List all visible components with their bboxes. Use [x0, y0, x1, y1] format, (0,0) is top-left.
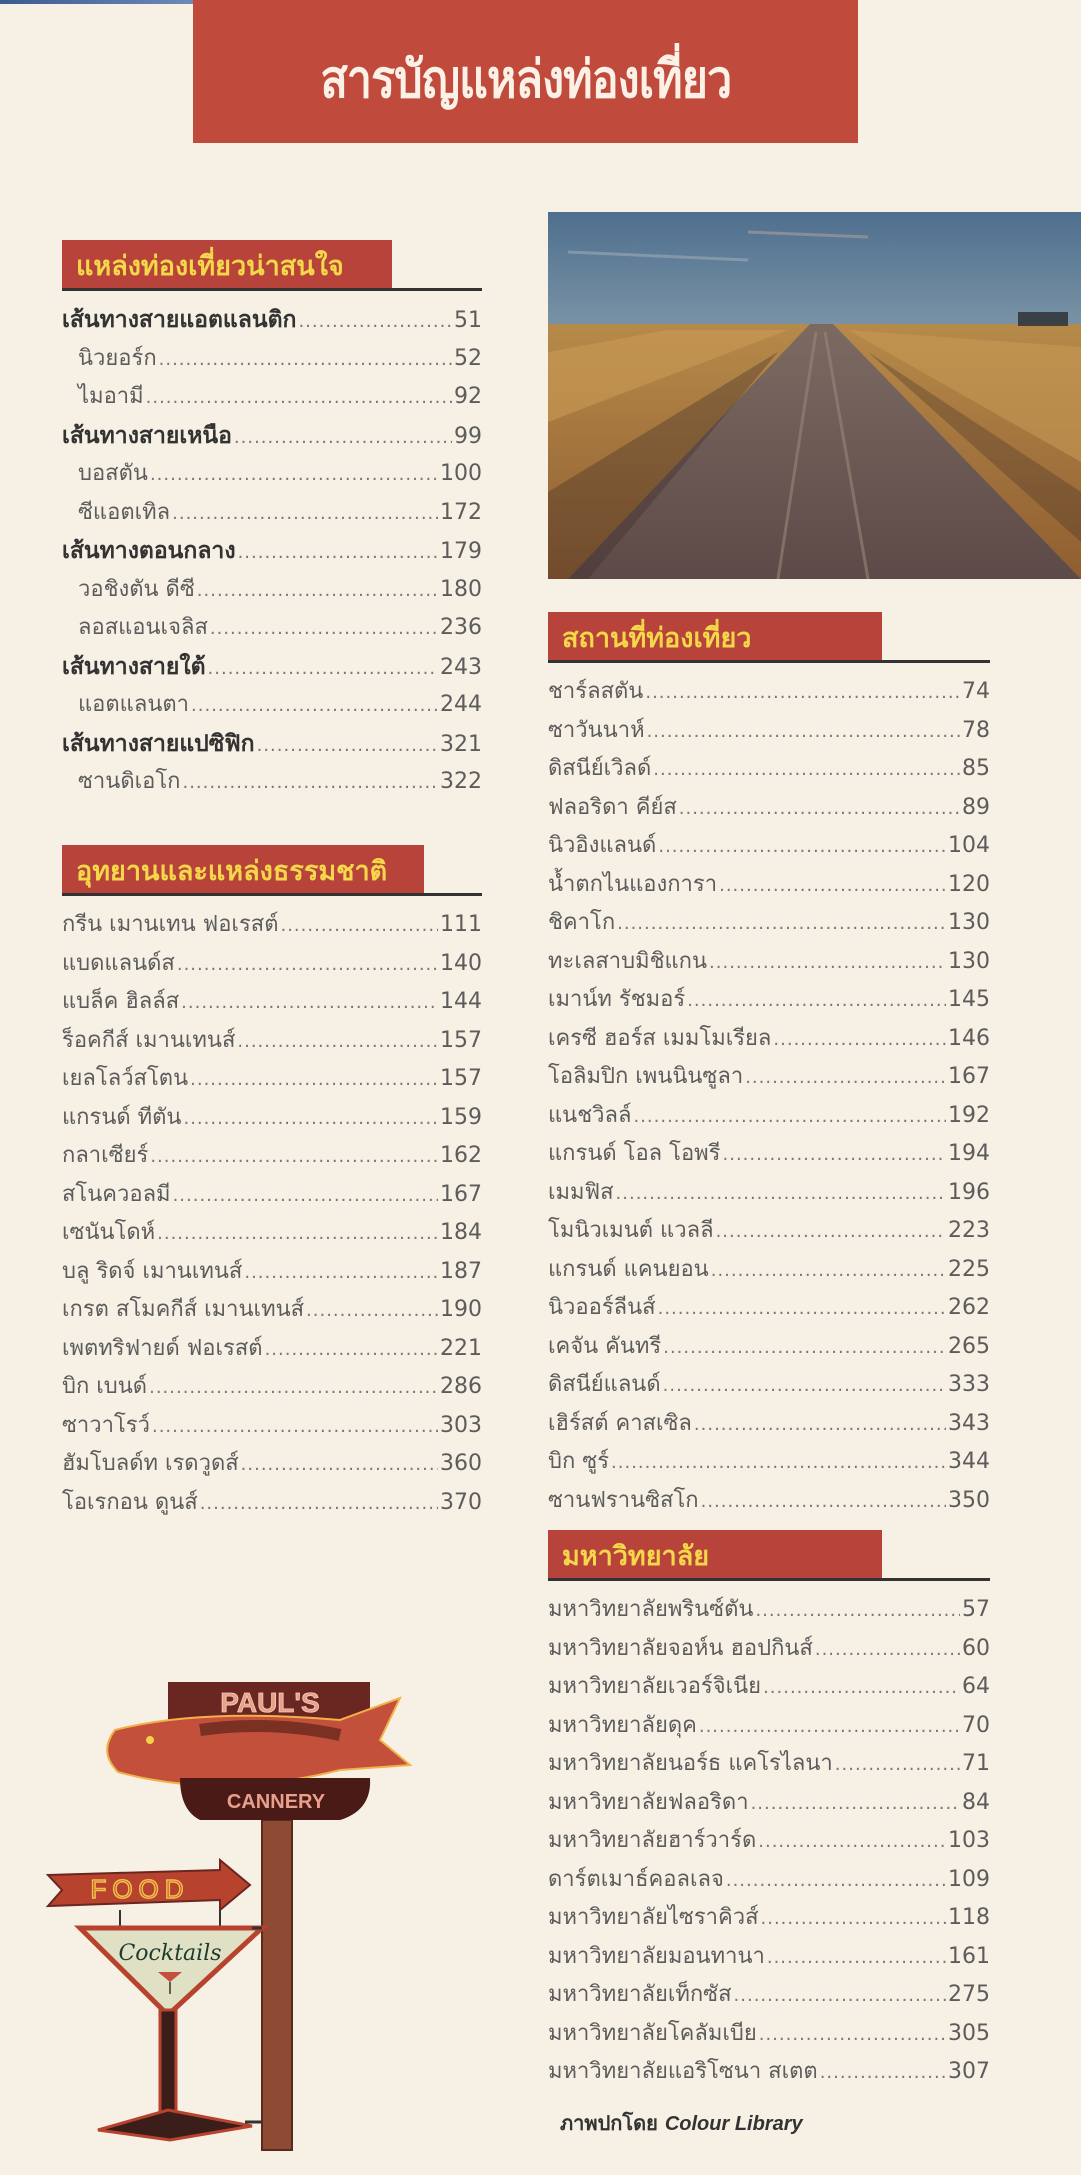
dot-leader [237, 1023, 438, 1062]
dot-leader [159, 341, 452, 380]
dot-leader [182, 764, 438, 803]
toc-entry-name: เซนันโดห์ [62, 1220, 156, 1245]
toc-entry-page: 92 [454, 384, 482, 409]
toc-entry[interactable] [548, 1591, 990, 1630]
neon-text-cannery: CANNERY [226, 1791, 326, 1813]
toc-entry[interactable] [62, 1137, 482, 1176]
section-header-box [62, 845, 424, 895]
toc-entry-name: นิวออร์ลีนส์ [548, 1295, 656, 1320]
toc-entry-name: ร็อคกีส์ เมานเทนส์ [62, 1027, 236, 1053]
toc-list [62, 897, 482, 1522]
toc-entry[interactable] [548, 1482, 990, 1521]
toc-entry-page: 360 [440, 1451, 482, 1476]
toc-entry-name: เคจัน คันทรี [548, 1333, 662, 1359]
credit-source: Colour Library [664, 2113, 803, 2135]
toc-entry-page: 71 [962, 1751, 990, 1776]
toc-entry[interactable] [548, 1861, 990, 1900]
toc-entry-page: 225 [948, 1256, 990, 1282]
toc-entry-name: มหาวิทยาลัยแอริโซนา สเตต [548, 2059, 818, 2084]
toc-entry[interactable] [62, 378, 482, 417]
dot-leader [152, 1408, 438, 1447]
dot-leader [257, 727, 438, 766]
dot-leader [611, 1444, 946, 1483]
toc-entry[interactable] [548, 1668, 990, 1707]
dot-leader [761, 1900, 947, 1939]
toc-entry[interactable] [548, 1289, 990, 1328]
toc-entry[interactable] [548, 1405, 990, 1444]
toc-entry-page: 343 [948, 1410, 990, 1436]
toc-entry-page: 221 [440, 1335, 482, 1361]
section-header [62, 845, 482, 897]
toc-entry-name: มหาวิทยาลัยมอนทานา [548, 1943, 765, 1969]
toc-entry-name: ซานฟรานซิสโก [548, 1487, 699, 1513]
dot-leader [210, 610, 438, 649]
section-header [62, 240, 482, 292]
toc-entry[interactable] [548, 1097, 990, 1136]
toc-entry[interactable] [62, 1291, 482, 1330]
toc-entry-name: นิวอิงแลนด์ [548, 833, 657, 858]
toc-entry-page: 159 [440, 1104, 482, 1130]
road-photo [548, 212, 1081, 579]
dot-leader [694, 1406, 946, 1445]
dot-leader [679, 790, 960, 829]
dot-leader [699, 1708, 960, 1747]
toc-entry[interactable] [62, 417, 482, 456]
toc-entry-page: 344 [948, 1449, 990, 1474]
toc-entry[interactable] [62, 494, 482, 533]
toc-entry-name: เส้นทางสายแปซิฟิก [62, 730, 255, 757]
toc-entry-page: 262 [948, 1295, 990, 1320]
toc-list [548, 1582, 990, 2092]
dot-leader [177, 946, 438, 985]
toc-entry-name: แนชวิลล์ [548, 1102, 632, 1128]
toc-entry-page: 244 [440, 692, 482, 717]
dot-leader [709, 944, 946, 983]
neon-text-cocktails: Cocktails [118, 1941, 222, 1966]
dot-leader [234, 419, 452, 458]
toc-entry-name: ซีแอตเทิล [78, 499, 171, 525]
toc-entry-page: 51 [454, 308, 482, 333]
toc-entry[interactable] [62, 301, 482, 340]
title-banner [193, 0, 858, 143]
toc-entry-name: มหาวิทยาลัยฟลอริดา [548, 1789, 749, 1815]
toc-entry[interactable] [548, 1212, 990, 1251]
toc-entry-name: ดาร์ตเมาธ์คอลเลจ [548, 1866, 724, 1892]
toc-entry-page: 190 [440, 1297, 482, 1322]
dot-leader [663, 1329, 946, 1368]
toc-entry[interactable] [62, 1060, 482, 1099]
toc-entry-page: 70 [962, 1712, 990, 1738]
neon-sign-illustration [40, 1660, 460, 2160]
dot-leader [150, 1138, 438, 1177]
section-universities [548, 1530, 990, 2092]
toc-entry-page: 167 [948, 1064, 990, 1089]
road-photo-image [548, 212, 1081, 579]
dot-leader [183, 1100, 438, 1139]
toc-entry-page: 307 [948, 2059, 990, 2084]
dot-leader [633, 1098, 946, 1137]
toc-entry[interactable] [548, 789, 990, 828]
cover-photo-credit [560, 2107, 803, 2139]
toc-entry[interactable] [548, 712, 990, 751]
toc-entry[interactable] [62, 1253, 482, 1292]
toc-entry-name: เส้นทางตอนกลาง [62, 538, 236, 564]
toc-entry-page: 145 [948, 987, 990, 1012]
toc-entry[interactable] [548, 1707, 990, 1746]
section-interesting [62, 240, 482, 802]
toc-entry-name: บอสตัน [78, 461, 148, 486]
section-header-box [548, 1530, 882, 1580]
toc-entry[interactable] [62, 1099, 482, 1138]
toc-entry-name: วอชิงตัน ดีซี [78, 576, 195, 602]
toc-entry-name: ชาร์ลสตัน [548, 679, 644, 704]
toc-entry[interactable] [62, 532, 482, 571]
section-header-box [548, 612, 882, 662]
toc-entry-name: บลู ริดจ์ เมานเทนส์ [62, 1258, 243, 1284]
dot-leader [745, 1059, 946, 1098]
section-header [548, 1530, 990, 1582]
toc-entry-name: มหาวิทยาลัยไซราคิวส์ [548, 1905, 759, 1930]
toc-entry[interactable] [62, 983, 482, 1022]
toc-entry-page: 100 [440, 461, 482, 486]
toc-entry-page: 194 [948, 1141, 990, 1166]
toc-entry-name: นิวยอร์ก [78, 345, 157, 371]
toc-entry-name: มหาวิทยาลัยพรินซ์ตัน [548, 1597, 754, 1622]
dot-leader [723, 1136, 947, 1175]
toc-entry-page: 305 [948, 2020, 990, 2046]
toc-entry-page: 157 [440, 1027, 482, 1053]
toc-entry-page: 236 [440, 615, 482, 640]
neon-text-food: FOOD [90, 1874, 190, 1904]
dot-leader [149, 1369, 438, 1408]
section-rule [62, 288, 482, 291]
toc-entry-page: 103 [948, 1828, 990, 1853]
toc-entry-name: เมมฟิส [548, 1179, 614, 1205]
toc-list [548, 664, 990, 1520]
toc-entry-page: 243 [440, 654, 482, 680]
toc-entry[interactable] [62, 455, 482, 494]
toc-entry[interactable] [548, 1251, 990, 1290]
toc-entry-page: 184 [440, 1220, 482, 1245]
toc-entry-page: 60 [962, 1635, 990, 1661]
page-title: สารบัญแหล่งท่องเที่ยว [320, 51, 731, 109]
toc-entry-name: แกรนด์ ทีตัน [62, 1104, 182, 1130]
toc-entry-page: 89 [962, 794, 990, 820]
toc-entry[interactable] [62, 1368, 482, 1407]
toc-entry-page: 99 [454, 423, 482, 449]
toc-entry-page: 104 [948, 833, 990, 858]
toc-entry-name: ซาวันนาห์ [548, 717, 645, 743]
toc-entry[interactable] [548, 1020, 990, 1059]
toc-entry[interactable] [548, 1938, 990, 1977]
toc-entry[interactable] [548, 673, 990, 712]
dot-leader [658, 828, 946, 867]
toc-entry-page: 74 [962, 679, 990, 704]
toc-entry-page: 146 [948, 1025, 990, 1051]
dot-leader [306, 1292, 438, 1331]
toc-entry-page: 286 [440, 1374, 482, 1399]
section-heading: สถานที่ท่องเที่ยว [562, 622, 752, 653]
toc-entry[interactable] [62, 945, 482, 984]
toc-entry-page: 187 [440, 1258, 482, 1284]
toc-entry-page: 130 [948, 910, 990, 935]
dot-leader [181, 984, 438, 1023]
toc-entry-name: โอลิมปิก เพนนินซูลา [548, 1064, 744, 1089]
toc-entry[interactable] [548, 827, 990, 866]
toc-entry-page: 111 [440, 912, 482, 937]
toc-entry[interactable] [62, 1445, 482, 1484]
toc-entry[interactable] [62, 1407, 482, 1446]
toc-entry-name: เกรต สโมคกีส์ เมานเทนส์ [62, 1297, 305, 1322]
toc-entry-name: มหาวิทยาลัยดุค [548, 1712, 697, 1738]
toc-entry-page: 84 [962, 1789, 990, 1815]
dot-leader [280, 907, 438, 946]
dot-leader [173, 1177, 438, 1216]
toc-entry-name: เส้นทางสายแอตแลนติก [62, 307, 297, 333]
section-parks [62, 845, 482, 1522]
dot-leader [617, 905, 946, 944]
dot-leader [265, 1331, 438, 1370]
toc-entry-page: 303 [440, 1412, 482, 1438]
toc-entry-name: มหาวิทยาลัยนอร์ธ แคโรไลนา [548, 1751, 833, 1776]
toc-entry-name: ลอสแอนเจลิส [78, 615, 208, 640]
toc-entry[interactable] [548, 1899, 990, 1938]
toc-entry[interactable] [62, 1330, 482, 1369]
toc-entry-page: 333 [948, 1372, 990, 1397]
toc-entry-name: เมาน์ท รัชมอร์ [548, 987, 686, 1012]
toc-entry-name: แบดแลนด์ส [62, 950, 175, 976]
toc-entry-page: 370 [440, 1489, 482, 1515]
dot-leader [238, 534, 438, 573]
toc-entry-page: 118 [948, 1905, 990, 1930]
dot-leader [157, 1215, 438, 1254]
toc-entry[interactable] [548, 2053, 990, 2092]
toc-entry-page: 162 [440, 1143, 482, 1168]
dot-leader [767, 1939, 946, 1978]
dot-leader [751, 1785, 960, 1824]
dot-leader [726, 1862, 946, 1901]
dot-leader [734, 1977, 946, 2016]
section-heading: แหล่งท่องเที่ยวน่าสนใจ [76, 250, 344, 281]
dot-leader [244, 1254, 438, 1293]
toc-entry-page: 179 [440, 539, 482, 564]
dot-leader [200, 1485, 438, 1524]
neon-text-pauls: PAUL'S [220, 1687, 320, 1718]
toc-entry[interactable] [62, 1214, 482, 1253]
section-heading: มหาวิทยาลัย [562, 1540, 710, 1571]
toc-entry-name: แกรนด์ แคนยอน [548, 1256, 709, 1282]
dot-leader [190, 1061, 438, 1100]
toc-entry[interactable] [548, 1630, 990, 1669]
toc-entry[interactable] [548, 904, 990, 943]
toc-entry-name: ฟลอริดา คีย์ส [548, 794, 677, 820]
toc-entry-page: 180 [440, 576, 482, 602]
toc-entry-page: 192 [948, 1102, 990, 1128]
dot-leader [719, 867, 946, 906]
toc-entry-name: มหาวิทยาลัยโคลัมเบีย [548, 2020, 757, 2046]
toc-entry-name: ดิสนีย์เวิลด์ [548, 756, 652, 781]
toc-entry-page: 85 [962, 756, 990, 781]
toc-entry[interactable] [548, 1443, 990, 1482]
toc-entry-name: แอตแลนตา [78, 692, 190, 717]
dot-leader [197, 572, 438, 611]
toc-entry-name: เพตทริฟายด์ ฟอเรสต์ [62, 1335, 263, 1361]
dot-leader [208, 650, 438, 689]
toc-entry-page: 161 [948, 1943, 990, 1969]
dot-leader [150, 456, 438, 495]
toc-entry-name: ฮัมโบลด์ท เรดวูดส์ [62, 1451, 239, 1476]
section-header [548, 612, 990, 664]
toc-entry[interactable] [548, 1174, 990, 1213]
toc-entry[interactable] [548, 1976, 990, 2015]
toc-entry[interactable] [62, 1484, 482, 1523]
toc-entry[interactable] [62, 648, 482, 687]
toc-entry[interactable] [62, 340, 482, 379]
toc-entry-page: 167 [440, 1181, 482, 1207]
toc-entry-name: เส้นทางสายเหนือ [62, 422, 232, 449]
dot-leader [687, 982, 946, 1021]
toc-entry-page: 275 [948, 1982, 990, 2007]
toc-entry-page: 172 [440, 499, 482, 525]
toc-entry[interactable] [62, 571, 482, 610]
toc-entry-name: บิก ซูร์ [548, 1449, 610, 1474]
toc-entry-page: 52 [454, 345, 482, 371]
toc-entry-name: น้ำตกไนแองการา [548, 871, 718, 897]
toc-entry-page: 144 [440, 989, 482, 1014]
toc-entry-name: เยลโลว์สโตน [62, 1066, 189, 1091]
dot-leader [241, 1446, 438, 1485]
toc-entry-page: 130 [948, 948, 990, 974]
section-header-box [62, 240, 392, 290]
toc-entry-name: กรีน เมานเทน ฟอเรสต์ [62, 912, 279, 937]
toc-entry[interactable] [548, 750, 990, 789]
dot-leader [191, 687, 438, 726]
section-rule [548, 1578, 990, 1581]
dot-leader [716, 1213, 946, 1252]
dot-leader [647, 713, 960, 752]
toc-entry-page: 109 [948, 1866, 990, 1892]
toc-entry-name: ซานดิเอโก [78, 769, 181, 794]
toc-entry[interactable] [548, 1328, 990, 1367]
dot-leader [759, 2016, 946, 2055]
dot-leader [172, 495, 438, 534]
top-edge-strip [0, 0, 195, 4]
toc-entry-page: 57 [962, 1597, 990, 1622]
toc-entry-name: เส้นทางสายใต้ [62, 653, 206, 680]
toc-entry-page: 322 [440, 769, 482, 794]
toc-entry[interactable] [62, 906, 482, 945]
toc-entry-name: เฮิร์สต์ คาสเซิล [548, 1410, 692, 1436]
toc-entry[interactable] [62, 1176, 482, 1215]
toc-entry[interactable] [548, 866, 990, 905]
dot-leader [701, 1483, 946, 1522]
dot-leader [815, 1631, 960, 1670]
toc-entry[interactable] [548, 1745, 990, 1784]
dot-leader [298, 303, 452, 342]
toc-list [62, 292, 482, 802]
toc-entry[interactable] [548, 981, 990, 1020]
toc-entry-name: ทะเลสาบมิชิแกน [548, 948, 708, 974]
toc-entry[interactable] [548, 2015, 990, 2054]
dot-leader [653, 751, 960, 790]
toc-entry-name: โมนิวเมนต์ แวลลี [548, 1218, 714, 1243]
section-rule [62, 893, 482, 896]
toc-entry[interactable] [548, 1784, 990, 1823]
toc-entry-page: 223 [948, 1218, 990, 1243]
toc-entry-name: แกรนด์ โอล โอพรี [548, 1141, 721, 1166]
toc-entry-name: ดิสนีย์แลนด์ [548, 1372, 661, 1397]
toc-entry-name: ชิคาโก [548, 910, 616, 935]
toc-entry-page: 265 [948, 1333, 990, 1359]
toc-entry-name: สโนควอลมี [62, 1181, 171, 1207]
toc-entry[interactable] [62, 725, 482, 764]
toc-entry-page: 64 [962, 1674, 990, 1699]
dot-leader [146, 379, 452, 418]
toc-entry-page: 157 [440, 1066, 482, 1091]
dot-leader [663, 1367, 946, 1406]
toc-entry-name: โอเรกอน ดูนส์ [62, 1489, 198, 1515]
toc-entry-page: 120 [948, 871, 990, 897]
toc-entry[interactable] [62, 763, 482, 802]
dot-leader [658, 1290, 946, 1329]
dot-leader [763, 1669, 960, 1708]
dot-leader [711, 1252, 946, 1291]
toc-entry-page: 78 [962, 717, 990, 743]
toc-entry[interactable] [548, 943, 990, 982]
toc-entry-name: แบล็ค ฮิลล์ส [62, 989, 180, 1014]
toc-entry[interactable] [62, 609, 482, 648]
toc-entry[interactable] [62, 1022, 482, 1061]
toc-entry-page: 140 [440, 950, 482, 976]
toc-entry-page: 321 [440, 731, 482, 757]
toc-entry-name: มหาวิทยาลัยฮาร์วาร์ด [548, 1828, 757, 1853]
dot-leader [820, 2054, 946, 2093]
section-rule [548, 660, 990, 663]
toc-entry-page: 350 [948, 1487, 990, 1513]
dot-leader [835, 1746, 960, 1785]
toc-entry[interactable] [548, 1135, 990, 1174]
toc-entry-name: กลาเซียร์ [62, 1143, 149, 1168]
toc-entry-name: บิก เบนด์ [62, 1374, 148, 1399]
dot-leader [773, 1021, 946, 1060]
toc-entry-name: ไมอามี [78, 384, 144, 409]
toc-entry[interactable] [548, 1366, 990, 1405]
toc-entry-name: ซาวาโรว์ [62, 1412, 150, 1438]
neon-sign-image [40, 1660, 460, 2160]
toc-entry-name: มหาวิทยาลัยจอห์น ฮอปกินส์ [548, 1635, 813, 1661]
dot-leader [758, 1823, 946, 1862]
toc-entry-name: มหาวิทยาลัยเวอร์จิเนีย [548, 1674, 762, 1699]
dot-leader [755, 1592, 960, 1631]
dot-leader [616, 1175, 946, 1214]
toc-entry[interactable] [62, 686, 482, 725]
toc-entry-name: มหาวิทยาลัยเท็กซัส [548, 1982, 732, 2007]
credit-prefix: ภาพปกโดย [560, 2111, 658, 2135]
toc-entry[interactable] [548, 1058, 990, 1097]
dot-leader [645, 674, 960, 713]
toc-entry-page: 196 [948, 1179, 990, 1205]
section-attractions [548, 612, 990, 1520]
toc-entry[interactable] [548, 1822, 990, 1861]
section-heading: อุทยานและแหล่งธรรมชาติ [76, 855, 388, 886]
toc-entry-name: เครซี ฮอร์ส เมมโมเรียล [548, 1025, 772, 1051]
